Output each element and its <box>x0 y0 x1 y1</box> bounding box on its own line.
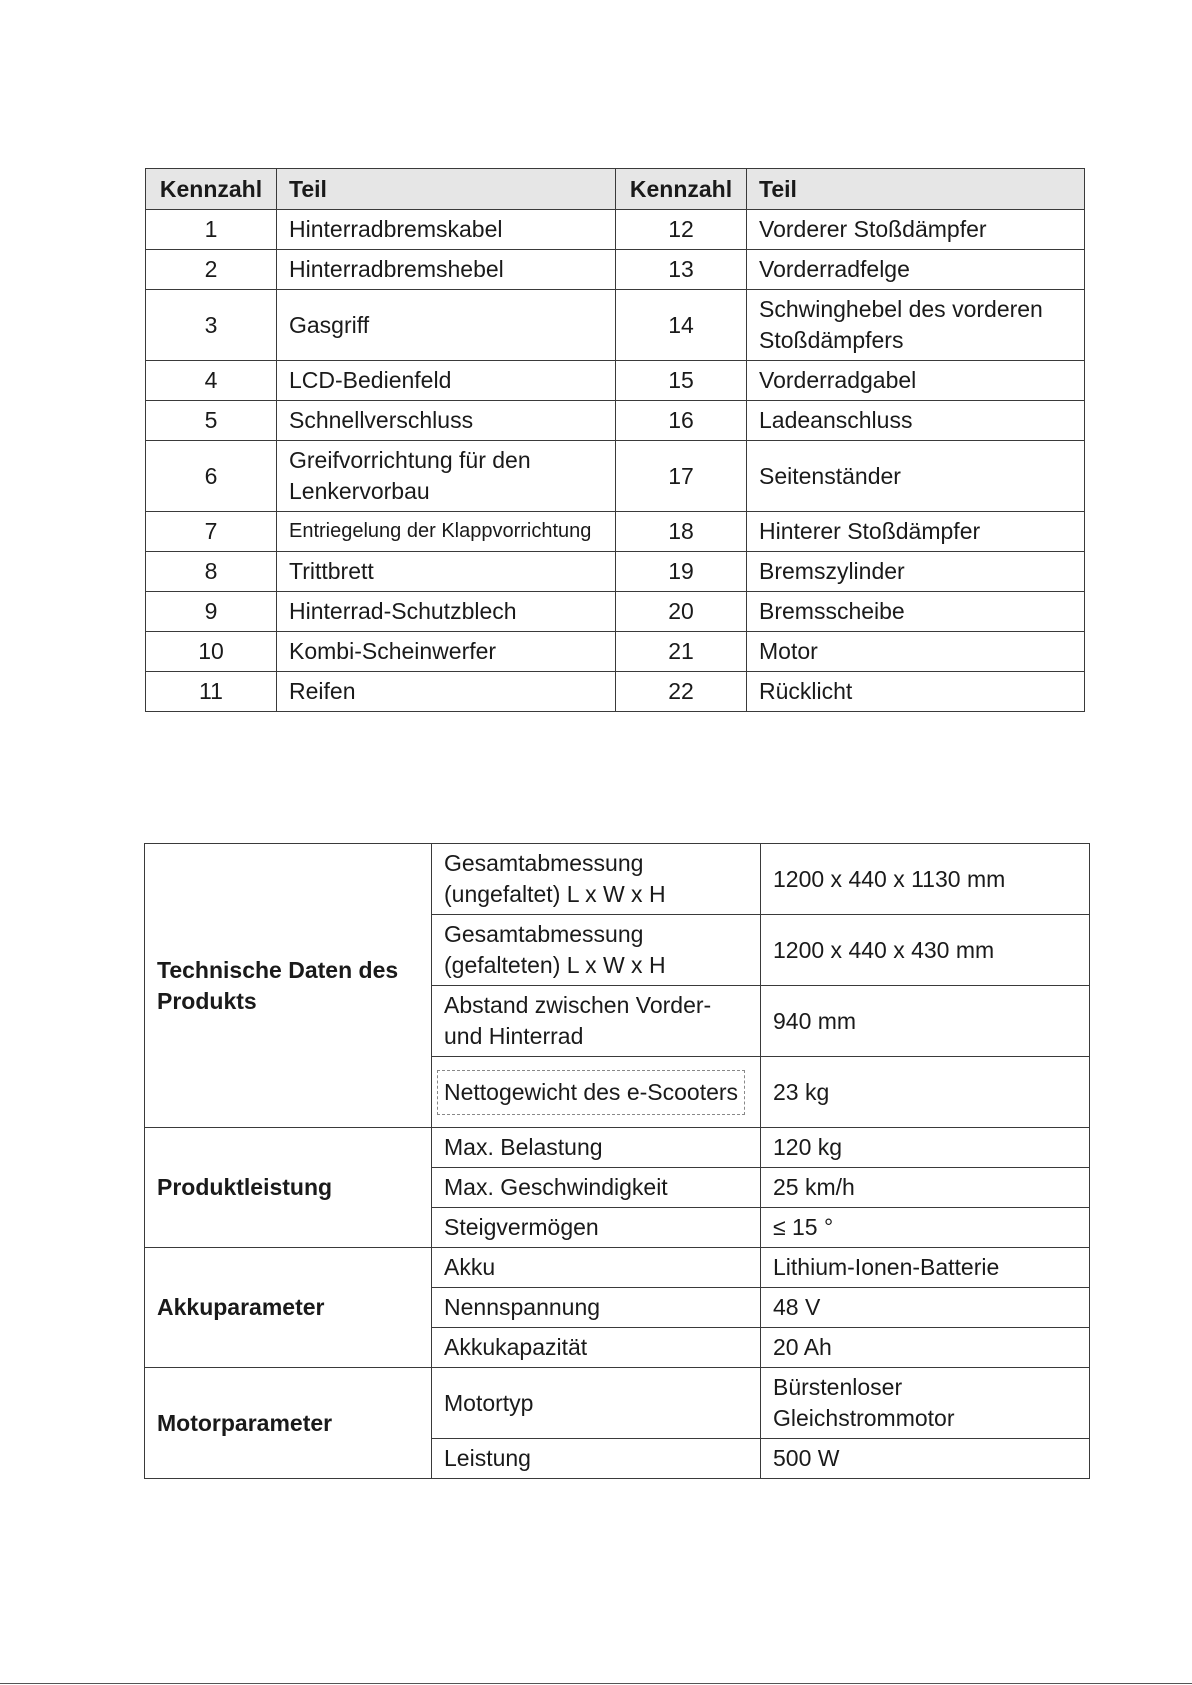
part-number: 20 <box>616 592 747 632</box>
spec-label: Gesamtabmessung (gefalteten) L x W x H <box>432 915 761 986</box>
spec-label: Nennspannung <box>432 1288 761 1328</box>
spec-value: 23 kg <box>761 1057 1090 1128</box>
part-name: Vorderer Stoßdämpfer <box>747 210 1085 250</box>
spec-label: Abstand zwischen Vorder- und Hinterrad <box>432 986 761 1057</box>
spec-label: Steigvermögen <box>432 1208 761 1248</box>
spec-value: 120 kg <box>761 1128 1090 1168</box>
table-row <box>146 592 1085 632</box>
table-row <box>146 632 1085 672</box>
spec-table <box>144 843 1090 1479</box>
part-name: Schwinghebel des vorderen Stoßdämpfers <box>747 290 1085 361</box>
group-label-technische-daten: Technische Daten des Produkts <box>145 844 432 1128</box>
part-number: 2 <box>146 250 277 290</box>
spec-value: ≤ 15 ° <box>761 1208 1090 1248</box>
group-label-produktleistung: Produktleistung <box>145 1128 432 1248</box>
part-number: 9 <box>146 592 277 632</box>
part-name: Hinterrad-Schutzblech <box>277 592 616 632</box>
part-name: Greifvorrichtung für den Lenkervorbau <box>277 441 616 512</box>
part-number: 10 <box>146 632 277 672</box>
part-name: LCD-Bedienfeld <box>277 361 616 401</box>
part-number: 17 <box>616 441 747 512</box>
spec-label: Akkukapazität <box>432 1328 761 1368</box>
table-row <box>146 441 1085 512</box>
part-name: Hinterradbremshebel <box>277 250 616 290</box>
spec-label <box>432 1057 761 1128</box>
part-number: 11 <box>146 672 277 712</box>
part-number: 22 <box>616 672 747 712</box>
part-number: 5 <box>146 401 277 441</box>
spec-value: 48 V <box>761 1288 1090 1328</box>
part-name: Kombi-Scheinwerfer <box>277 632 616 672</box>
spec-label: Gesamtabmessung (ungefaltet) L x W x H <box>432 844 761 915</box>
part-number: 21 <box>616 632 747 672</box>
parts-table <box>145 168 1085 712</box>
part-number: 4 <box>146 361 277 401</box>
table-row <box>145 1128 1090 1168</box>
table-row <box>146 672 1085 712</box>
part-number: 14 <box>616 290 747 361</box>
part-number: 13 <box>616 250 747 290</box>
part-name: Bremszylinder <box>747 552 1085 592</box>
header-teil-left: Teil <box>277 169 616 210</box>
group-label-motorparameter: Motorparameter <box>145 1368 432 1479</box>
header-teil-right: Teil <box>747 169 1085 210</box>
spec-label: Motortyp <box>432 1368 761 1439</box>
group-label-akkuparameter: Akkuparameter <box>145 1248 432 1368</box>
spec-value: 1200 x 440 x 430 mm <box>761 915 1090 986</box>
table-row <box>146 210 1085 250</box>
part-number: 12 <box>616 210 747 250</box>
part-name: Reifen <box>277 672 616 712</box>
part-name: Hinterradbremskabel <box>277 210 616 250</box>
spec-value: 20 Ah <box>761 1328 1090 1368</box>
part-number: 15 <box>616 361 747 401</box>
spec-label: Max. Geschwindigkeit <box>432 1168 761 1208</box>
part-name: Vorderradgabel <box>747 361 1085 401</box>
part-name: Vorderradfelge <box>747 250 1085 290</box>
spec-label: Akku <box>432 1248 761 1288</box>
part-number: 18 <box>616 512 747 552</box>
spec-value: 940 mm <box>761 986 1090 1057</box>
table-row <box>145 1368 1090 1439</box>
spec-label: Max. Belastung <box>432 1128 761 1168</box>
part-name: Trittbrett <box>277 552 616 592</box>
part-name: Entriegelung der Klappvorrichtung <box>277 512 616 552</box>
part-number: 7 <box>146 512 277 552</box>
part-name: Bremsscheibe <box>747 592 1085 632</box>
table-row <box>146 290 1085 361</box>
part-number: 8 <box>146 552 277 592</box>
table-row <box>146 401 1085 441</box>
part-name: Seitenständer <box>747 441 1085 512</box>
page-bottom-rule <box>0 1683 1192 1684</box>
spec-value: 500 W <box>761 1439 1090 1479</box>
part-number: 19 <box>616 552 747 592</box>
spec-label-text: Nettogewicht des e-Scooters <box>444 1077 738 1108</box>
part-name: Motor <box>747 632 1085 672</box>
part-number: 1 <box>146 210 277 250</box>
table-row <box>146 552 1085 592</box>
part-name: Schnellverschluss <box>277 401 616 441</box>
table-row <box>146 512 1085 552</box>
table-row <box>145 844 1090 915</box>
part-name: Ladeanschluss <box>747 401 1085 441</box>
header-kennzahl-right: Kennzahl <box>616 169 747 210</box>
part-number: 6 <box>146 441 277 512</box>
header-kennzahl-left: Kennzahl <box>146 169 277 210</box>
spec-value: Lithium-Ionen-Batterie <box>761 1248 1090 1288</box>
spec-value: Bürstenloser Gleichstrommotor <box>761 1368 1090 1439</box>
table-row <box>146 250 1085 290</box>
spec-label: Leistung <box>432 1439 761 1479</box>
table-row <box>146 361 1085 401</box>
part-number: 3 <box>146 290 277 361</box>
spec-value: 1200 x 440 x 1130 mm <box>761 844 1090 915</box>
part-name: Gasgriff <box>277 290 616 361</box>
part-name: Hinterer Stoßdämpfer <box>747 512 1085 552</box>
spec-value: 25 km/h <box>761 1168 1090 1208</box>
part-name: Rücklicht <box>747 672 1085 712</box>
part-number: 16 <box>616 401 747 441</box>
table-row <box>145 1248 1090 1288</box>
parts-header-row <box>146 169 1085 210</box>
